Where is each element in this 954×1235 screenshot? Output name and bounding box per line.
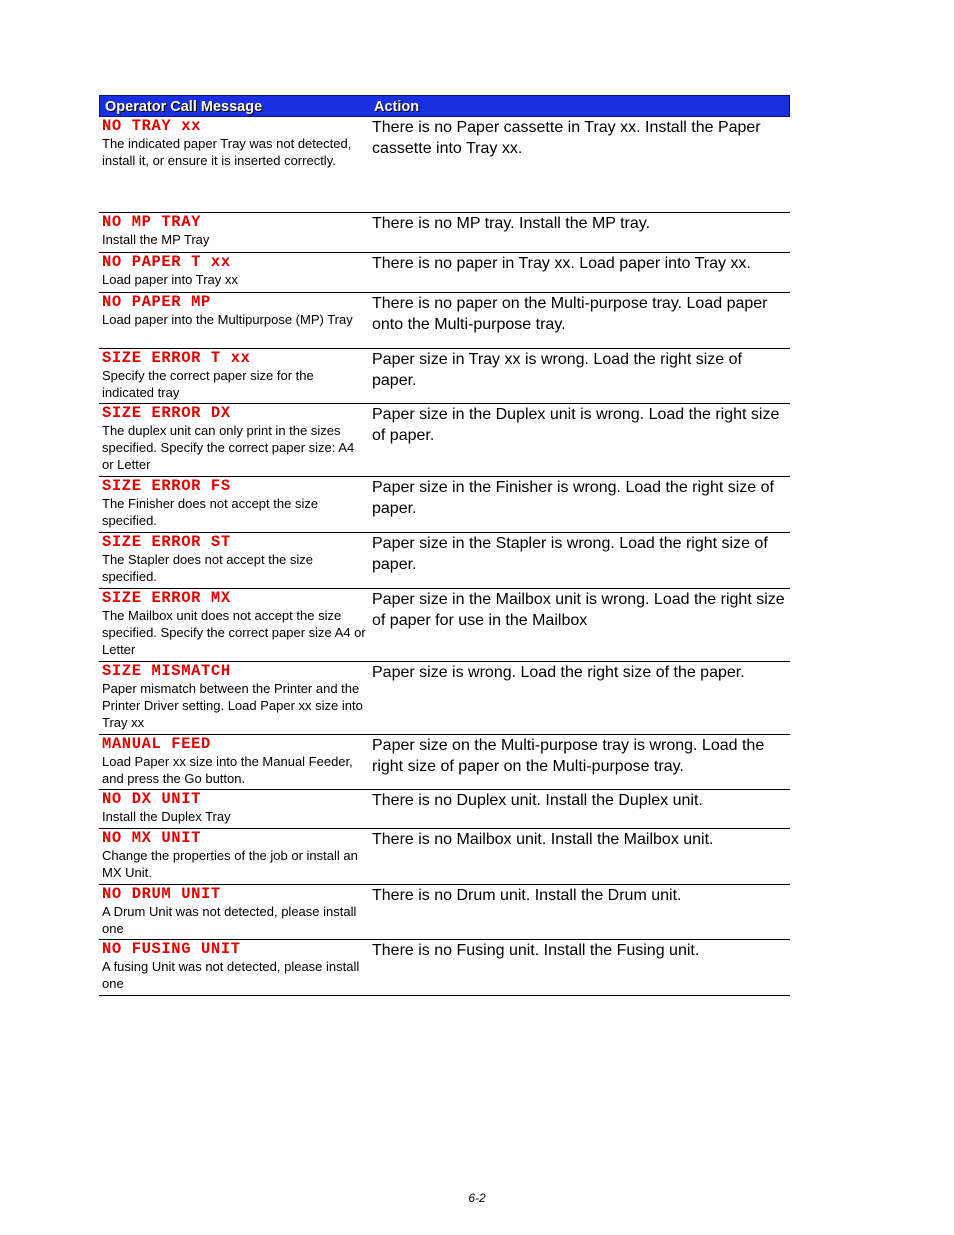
table-row <box>99 293 790 349</box>
action-text: Paper size in the Finisher is wrong. Load the right size of paper. <box>372 479 774 517</box>
message-description: Load Paper xx size into the Manual Feeder, and press the Go button. <box>102 754 353 787</box>
action-text: Paper size in the Stapler is wrong. Load the right size of paper. <box>372 535 768 573</box>
action-text: Paper size in the Duplex unit is wrong. Load the right size of paper. <box>372 406 780 444</box>
table-row <box>99 790 790 829</box>
table-row <box>99 477 790 533</box>
action-text: There is no Drum unit. Install the Drum unit. <box>372 887 682 904</box>
message-code: SIZE ERROR DX <box>102 404 231 422</box>
table-row <box>99 885 790 940</box>
table-header <box>99 95 790 117</box>
operator-call-table <box>99 95 790 996</box>
message-description: Install the Duplex Tray <box>102 809 231 824</box>
message-code: SIZE ERROR T xx <box>102 349 251 367</box>
message-code: SIZE MISMATCH <box>102 662 231 680</box>
action-text: There is no Fusing unit. Install the Fusing unit. <box>372 942 700 959</box>
header-operator-call-message: Operator Call Message <box>105 99 263 115</box>
message-code: NO MP TRAY <box>102 213 202 231</box>
message-description: Load paper into Tray xx <box>102 272 238 287</box>
table-row <box>99 589 790 662</box>
message-description: The Mailbox unit does not accept the size specified. Specify the correct paper size A4 or Letter <box>102 608 366 658</box>
message-description: The Finisher does not accept the size specified. <box>102 496 319 529</box>
message-code: SIZE ERROR FS <box>102 477 231 495</box>
message-description: Specify the correct paper size for the indicated tray <box>102 368 314 401</box>
table-row <box>99 829 790 885</box>
action-text: There is no Duplex unit. Install the Duplex unit. <box>372 792 703 809</box>
action-text: There is no Paper cassette in Tray xx. Install the Paper cassette into Tray xx. <box>372 119 761 157</box>
message-description: Install the MP Tray <box>102 232 210 247</box>
table-row <box>99 940 790 996</box>
message-description: Paper mismatch between the Printer and the Printer Driver setting. Load Paper xx size into Tray xx <box>102 681 363 731</box>
action-text: Paper size in the Mailbox unit is wrong. Load the right size of paper for use in the Mailbox <box>372 591 785 629</box>
message-code: SIZE ERROR MX <box>102 589 231 607</box>
header-action: Action <box>374 99 420 115</box>
message-code: NO TRAY xx <box>102 117 202 135</box>
message-code: NO MX UNIT <box>102 829 202 847</box>
table-row <box>99 533 790 589</box>
action-text: Paper size in Tray xx is wrong. Load the right size of paper. <box>372 351 742 389</box>
message-code: NO PAPER MP <box>102 293 211 311</box>
message-code: NO FUSING UNIT <box>102 940 241 958</box>
message-description: The duplex unit can only print in the sizes specified. Specify the correct paper size: A4 or Letter <box>102 423 355 473</box>
action-text: There is no paper in Tray xx. Load paper into Tray xx. <box>372 255 751 272</box>
message-description: A Drum Unit was not detected, please install one <box>102 904 357 937</box>
table-row <box>99 735 790 790</box>
table-row <box>99 349 790 404</box>
table-row <box>99 662 790 735</box>
action-text: There is no paper on the Multi-purpose tray. Load paper onto the Multi-purpose tray. <box>372 295 768 333</box>
message-code: NO DX UNIT <box>102 790 202 808</box>
message-description: Load paper into the Multipurpose (MP) Tray <box>102 312 353 327</box>
action-text: Paper size on the Multi-purpose tray is wrong. Load the right size of paper on the Multi-purpose tray. <box>372 737 765 775</box>
message-description: The Stapler does not accept the size specified. <box>102 552 314 585</box>
page-number: 6-2 <box>468 1191 486 1205</box>
action-text: There is no MP tray. Install the MP tray. <box>372 215 651 232</box>
message-description: The indicated paper Tray was not detected, install it, or ensure it is inserted correctly. <box>102 136 352 169</box>
message-code: NO DRUM UNIT <box>102 885 221 903</box>
message-code: NO PAPER T xx <box>102 253 231 271</box>
table-row <box>99 213 790 253</box>
action-text: There is no Mailbox unit. Install the Mailbox unit. <box>372 831 714 848</box>
table-row <box>99 117 790 213</box>
table-row <box>99 404 790 477</box>
action-text: Paper size is wrong. Load the right size of the paper. <box>372 664 745 681</box>
message-description: A fusing Unit was not detected, please install one <box>102 959 360 992</box>
message-description: Change the properties of the job or install an MX Unit. <box>102 848 358 881</box>
message-code: MANUAL FEED <box>102 735 211 753</box>
table-row <box>99 253 790 293</box>
message-code: SIZE ERROR ST <box>102 533 231 551</box>
